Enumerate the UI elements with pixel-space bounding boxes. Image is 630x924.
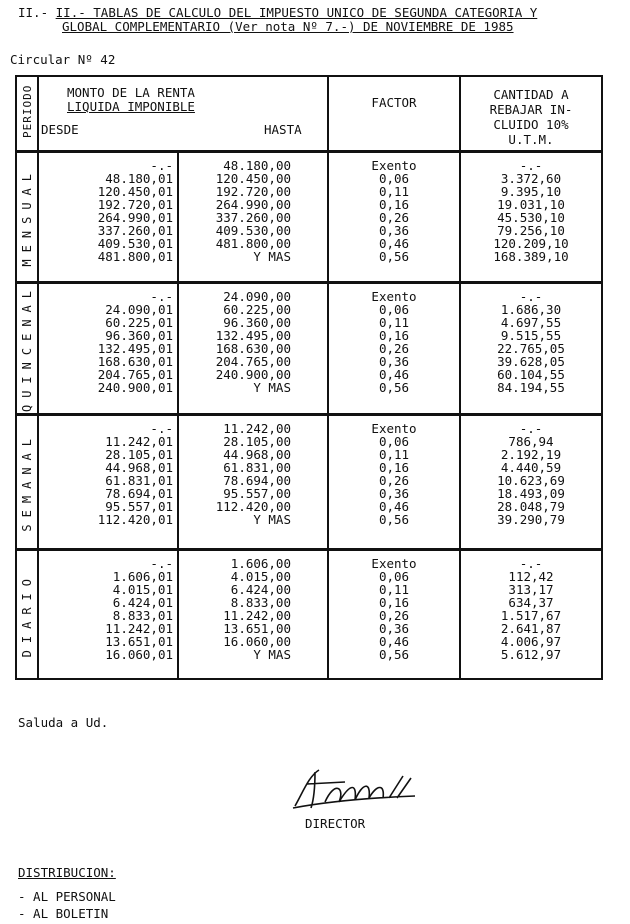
- desde-column: [38, 415, 178, 550]
- hasta-value: Y MAS: [253, 380, 291, 395]
- cantidad-value: 9.515,55: [500, 328, 562, 343]
- desde-value: -.-: [150, 158, 173, 173]
- hasta-value: 60.225,00: [223, 302, 291, 317]
- periodo-cell: [16, 152, 38, 283]
- hasta-value: 409.530,00: [215, 223, 291, 238]
- hasta-value: 112.420,00: [215, 499, 291, 514]
- factor-value: 0,26: [378, 608, 410, 623]
- cantidad-value: 45.530,10: [497, 210, 565, 225]
- factor-column: [328, 152, 460, 283]
- factor-value: 0,26: [378, 473, 410, 488]
- hasta-value: 95.557,00: [223, 486, 291, 501]
- factor-value: 0,36: [378, 621, 410, 636]
- liquida-label: LIQUIDA IMPONIBLE: [67, 99, 195, 114]
- desde-value: 204.765,01: [97, 367, 173, 382]
- factor-value: 0,16: [378, 460, 410, 475]
- factor-value: 0,16: [378, 595, 410, 610]
- cantidad-value: 168.389,10: [493, 249, 569, 264]
- factor-value: 0,06: [378, 434, 410, 449]
- desde-value: 24.090,01: [105, 302, 173, 317]
- periodo-label: PERIODO: [20, 84, 34, 138]
- desde-value: 11.242,01: [105, 621, 173, 636]
- hasta-value: 16.060,00: [223, 634, 291, 649]
- cantidad-label-4: U.T.M.: [508, 132, 554, 147]
- cantidad-value: 5.612,97: [500, 647, 562, 662]
- desde-value: -.-: [150, 289, 173, 304]
- cantidad-label-2: REBAJAR IN-: [489, 102, 573, 117]
- hasta-value: 8.833,00: [230, 595, 291, 610]
- hasta-value: 132.495,00: [215, 328, 291, 343]
- desde-value: 4.015,01: [112, 582, 173, 597]
- desde-column: [38, 550, 178, 679]
- desde-value: 96.360,01: [105, 328, 173, 343]
- hasta-value: 28.105,00: [223, 434, 291, 449]
- desde-value: 16.060,01: [105, 647, 173, 662]
- factor-value: Exento: [371, 158, 417, 173]
- factor-value: 0,56: [378, 512, 410, 527]
- factor-value: 0,16: [378, 197, 410, 212]
- cantidad-value: 634,37: [508, 595, 554, 610]
- desde-value: 13.651,01: [105, 634, 173, 649]
- hasta-value: 337.260,00: [215, 210, 291, 225]
- factor-value: 0,26: [378, 210, 410, 225]
- hasta-value: 264.990,00: [215, 197, 291, 212]
- distribution-item: - AL PERSONAL: [18, 889, 116, 904]
- header-periodo: [16, 76, 38, 152]
- factor-value: 0,56: [378, 249, 410, 264]
- desde-value: 28.105,01: [105, 447, 173, 462]
- cantidad-value: 1.517,67: [500, 608, 562, 623]
- director-label: DIRECTOR: [305, 816, 366, 831]
- hasta-value: 6.424,00: [230, 582, 291, 597]
- hasta-label: HASTA: [264, 122, 302, 137]
- cantidad-value: 60.104,55: [497, 367, 565, 382]
- periodo-name: QUINCENAL: [20, 284, 34, 413]
- hasta-value: Y MAS: [253, 647, 291, 662]
- factor-value: 0,46: [378, 634, 410, 649]
- factor-value: 0,11: [378, 447, 410, 462]
- hasta-value: 11.242,00: [223, 608, 291, 623]
- factor-value: 0,36: [378, 354, 410, 369]
- desde-column: [38, 283, 178, 415]
- tax-table: [15, 75, 603, 680]
- hasta-value: 48.180,00: [223, 158, 291, 173]
- hasta-value: 192.720,00: [215, 184, 291, 199]
- desde-value: 112.420,01: [97, 512, 173, 527]
- factor-value: 0,46: [378, 499, 410, 514]
- cantidad-column: [460, 152, 602, 283]
- hasta-value: Y MAS: [253, 512, 291, 527]
- factor-value: 0,11: [378, 315, 410, 330]
- cantidad-value: 18.493,09: [497, 486, 565, 501]
- desde-value: 11.242,01: [105, 434, 173, 449]
- cantidad-column: [460, 415, 602, 550]
- desde-value: 168.630,01: [97, 354, 173, 369]
- hasta-value: 61.831,00: [223, 460, 291, 475]
- cantidad-value: 120.209,10: [493, 236, 569, 251]
- desde-value: 44.968,01: [105, 460, 173, 475]
- cantidad-value: 3.372,60: [500, 171, 562, 186]
- distribucion-heading: DISTRIBUCION:: [18, 865, 116, 880]
- desde-value: 60.225,01: [105, 315, 173, 330]
- table-block-quincenal: [16, 283, 602, 415]
- hasta-value: 481.800,00: [215, 236, 291, 251]
- desde-value: 132.495,01: [97, 341, 173, 356]
- title-line-2: GLOBAL COMPLEMENTARIO (Ver nota Nº 7.-) DE NOVIEMBRE DE 1985: [62, 19, 514, 34]
- desde-value: 6.424,01: [112, 595, 173, 610]
- factor-value: 0,06: [378, 171, 410, 186]
- periodo-name: SEMANAL: [20, 432, 34, 532]
- hasta-column: [178, 152, 328, 283]
- cantidad-value: 22.765,05: [497, 341, 565, 356]
- cantidad-value: 1.686,30: [500, 302, 562, 317]
- title-prefix: II.-: [18, 5, 56, 20]
- factor-value: 0,16: [378, 328, 410, 343]
- cantidad-column: [460, 283, 602, 415]
- desde-value: 1.606,01: [112, 569, 173, 584]
- cantidad-label-1: CANTIDAD A: [493, 87, 569, 102]
- hasta-column: [178, 283, 328, 415]
- factor-value: 0,46: [378, 236, 410, 251]
- header-factor: [328, 76, 460, 152]
- hasta-value: 168.630,00: [215, 341, 291, 356]
- factor-value: Exento: [371, 556, 417, 571]
- director-signature: [285, 762, 435, 814]
- factor-value: 0,46: [378, 367, 410, 382]
- desde-value: 264.990,01: [97, 210, 173, 225]
- cantidad-value: 28.048,79: [497, 499, 565, 514]
- factor-value: 0,11: [378, 582, 410, 597]
- factor-value: 0,36: [378, 486, 410, 501]
- cantidad-value: 786,94: [508, 434, 554, 449]
- desde-value: 78.694,01: [105, 486, 173, 501]
- header-monto: [38, 76, 328, 152]
- title-line-1: II.- TABLAS DE CALCULO DEL IMPUESTO UNICO DE SEGUNDA CATEGORIA Y: [55, 5, 538, 20]
- cantidad-label-3: CLUIDO 10%: [493, 117, 569, 132]
- saluda-text: Saluda a Ud.: [18, 715, 109, 730]
- cantidad-value: 39.628,05: [497, 354, 565, 369]
- cantidad-value: 4.006,97: [500, 634, 562, 649]
- desde-value: 481.800,01: [97, 249, 173, 264]
- cantidad-value: -.-: [519, 421, 543, 436]
- desde-value: 95.557,01: [105, 499, 173, 514]
- hasta-value: 13.651,00: [223, 621, 291, 636]
- factor-value: Exento: [371, 289, 417, 304]
- hasta-value: 1.606,00: [230, 556, 291, 571]
- table-block-diario: [16, 550, 602, 679]
- hasta-value: 24.090,00: [223, 289, 291, 304]
- desde-value: 120.450,01: [97, 184, 173, 199]
- factor-value: 0,06: [378, 302, 410, 317]
- cantidad-value: -.-: [519, 556, 543, 571]
- hasta-value: 120.450,00: [215, 171, 291, 186]
- cantidad-value: 112,42: [508, 569, 554, 584]
- cantidad-value: 84.194,55: [497, 380, 565, 395]
- table-block-mensual: [16, 152, 602, 283]
- cantidad-value: 2.192,19: [500, 447, 562, 462]
- desde-value: 192.720,01: [97, 197, 173, 212]
- factor-column: [328, 283, 460, 415]
- hasta-value: 11.242,00: [223, 421, 291, 436]
- cantidad-value: 79.256,10: [497, 223, 565, 238]
- cantidad-value: 19.031,10: [497, 197, 565, 212]
- factor-value: 0,26: [378, 341, 410, 356]
- desde-value: 409.530,01: [97, 236, 173, 251]
- periodo-cell: [16, 550, 38, 679]
- periodo-cell: [16, 283, 38, 415]
- hasta-value: 204.765,00: [215, 354, 291, 369]
- desde-value: 48.180,01: [105, 171, 173, 186]
- hasta-column: [178, 415, 328, 550]
- desde-column: [38, 152, 178, 283]
- desde-value: -.-: [150, 556, 173, 571]
- factor-value: 0,56: [378, 380, 410, 395]
- table-header-row: [16, 76, 602, 152]
- hasta-value: 44.968,00: [223, 447, 291, 462]
- factor-value: 0,06: [378, 569, 410, 584]
- cantidad-value: -.-: [519, 289, 543, 304]
- cantidad-value: -.-: [519, 158, 543, 173]
- hasta-value: 240.900,00: [215, 367, 291, 382]
- factor-value: Exento: [371, 421, 417, 436]
- cantidad-value: 313,17: [508, 582, 554, 597]
- desde-value: 337.260,01: [97, 223, 173, 238]
- factor-value: 0,11: [378, 184, 410, 199]
- hasta-value: 4.015,00: [230, 569, 291, 584]
- desde-value: 8.833,01: [112, 608, 173, 623]
- desde-label: DESDE: [41, 122, 79, 137]
- cantidad-value: 39.290,79: [497, 512, 565, 527]
- table-block-semanal: [16, 415, 602, 550]
- distribution-item: - AL BOLETIN: [18, 906, 109, 921]
- periodo-name: DIARIO: [20, 571, 34, 657]
- hasta-value: Y MAS: [253, 249, 291, 264]
- cantidad-value: 10.623,69: [497, 473, 565, 488]
- cantidad-value: 2.641,87: [500, 621, 562, 636]
- factor-value: 0,56: [378, 647, 410, 662]
- cantidad-value: 4.440,59: [500, 460, 562, 475]
- periodo-name: MENSUAL: [20, 167, 34, 267]
- desde-value: 61.831,01: [105, 473, 173, 488]
- document-title: [18, 6, 537, 34]
- desde-value: 240.900,01: [97, 380, 173, 395]
- desde-value: -.-: [150, 421, 173, 436]
- hasta-value: 78.694,00: [223, 473, 291, 488]
- cantidad-value: 9.395,10: [500, 184, 562, 199]
- hasta-column: [178, 550, 328, 679]
- cantidad-value: 4.697,55: [500, 315, 562, 330]
- header-cantidad: [460, 76, 602, 152]
- monto-label: MONTO DE LA RENTA: [67, 85, 195, 100]
- circular-number: Circular Nº 42: [10, 52, 116, 67]
- cantidad-column: [460, 550, 602, 679]
- factor-column: [328, 415, 460, 550]
- hasta-value: 96.360,00: [223, 315, 291, 330]
- factor-label: FACTOR: [371, 95, 417, 110]
- periodo-cell: [16, 415, 38, 550]
- factor-column: [328, 550, 460, 679]
- factor-value: 0,36: [378, 223, 410, 238]
